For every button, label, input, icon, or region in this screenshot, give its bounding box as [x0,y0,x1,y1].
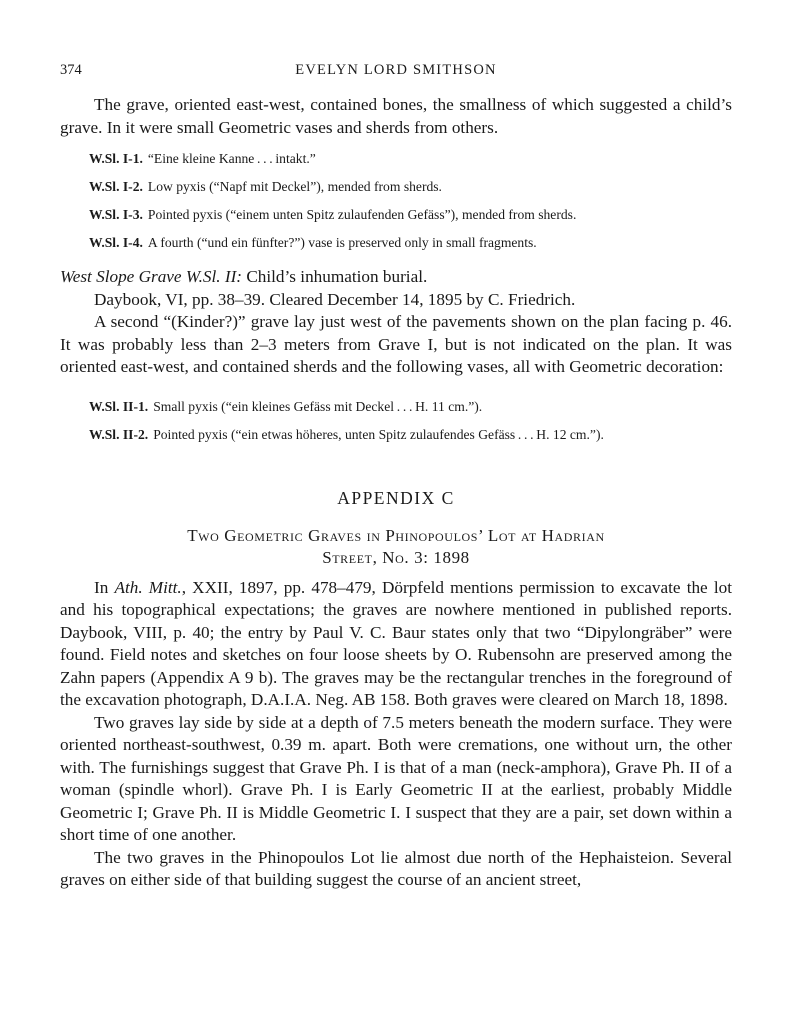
grave-two-daybook: Daybook, VI, pp. 38–39. Cleared December 14, 1895 by C. Friedrich. [94,289,576,309]
page-number: 374 [60,62,82,78]
grave-one-item-list [89,149,732,252]
list-item [89,177,732,196]
appendix-subtitle-line2: Street, No. 3: 1898 [322,547,470,567]
grave-two-paragraph: A second “(Kinder?)” grave lay just west of the pavements shown on the plan facing p. 46. It was probably less than 2–3 meters from Grave I, but is not indicated on the plan. It was oriented east-west, and contained sherds and the following vases, all with Geometric decoration: [60,312,732,376]
list-item [89,233,732,252]
appendix-subtitle [60,525,732,569]
appendix-paragraph-3: The two graves in the Phinopoulos Lot lie almost due north of the Hephaisteion. Several graves on either side of that building suggest the course of an ancient street, [60,847,732,889]
appendix-subtitle-line1: Two Geometric Graves in Phinopoulos’ Lot at Hadrian [187,525,605,545]
appendix-paragraph-2: Two graves lay side by side at a depth of 7.5 meters beneath the modern surface. They were oriented northeast-southwest, 0.39 m. apart. Both were cremations, one without urn, the other with. The furnishings suggest that Grave Ph. I is that of a man (neck-amphora), Grave Ph. II of a woman (spindle whorl). Grave Ph. I is Early Geometric II at the earliest, probably Middle Geometric I; Grave Ph. II is Middle Geometric I. I suspect that they are a pair, set down within a short time of one another. [60,712,732,844]
item-text: Small pyxis (“ein kleines Gefäss mit Deckel . . . H. 11 cm.”). [153,398,483,414]
grave-two-heading [60,266,732,289]
appendix-paragraph-1 [60,577,732,712]
running-header [60,62,732,82]
grave-two-heading-rest: Child’s inhumation burial. [242,267,428,286]
item-text: Pointed pyxis (“ein etwas höheres, unten Spitz zulaufendes Gefäss . . . H. 12 cm.”). [153,426,604,442]
appendix-title: APPENDIX C [337,487,455,508]
grave-two-heading-italic: West Slope Grave W.Sl. II: [60,267,243,286]
running-title: EVELYN LORD SMITHSON [295,62,497,78]
item-text: A fourth (“und ein fünfter?”) vase is preserved only in small fragments. [147,235,537,250]
item-code: W.Sl. I-4. [89,235,143,250]
item-code: W.Sl. I-2. [89,179,143,194]
item-code: W.Sl. II-1. [89,398,149,414]
grave-two-item-list [89,397,732,444]
item-code: W.Sl. II-2. [89,426,149,442]
p1-journal: Ath. Mitt. [114,577,182,597]
list-item [89,425,732,444]
item-text: “Eine kleine Kanne . . . intakt.” [147,151,316,166]
list-item [89,205,732,224]
intro-paragraph: The grave, oriented east-west, contained bones, the smallness of which suggested a child’s grave. In it were small Geometric vases and sherds from others. [60,95,732,137]
list-item [89,397,732,416]
item-text: Low pyxis (“Napf mit Deckel”), mended from sherds. [147,179,442,194]
item-text: Pointed pyxis (“einem unten Spitz zulaufenden Gefäss”), mended from sherds. [147,207,577,222]
item-code: W.Sl. I-3. [89,207,143,222]
item-code: W.Sl. I-1. [89,151,143,166]
p1-rest: , XXII, 1897, pp. 478–479, Dörpfeld mentions permission to excavate the lot and his topographical expectations; the graves are nowhere mentioned in published reports. Daybook, VIII, p. 40; the entry by Paul V. C. Baur states only that two “Dipylongräber” were found. Field notes and sketches on four loose sheets by O. Rubensohn are preserved among the Zahn papers (Appendix A 9 b). The graves may be the rectangular trenches in the foreground of the excavation photograph, D.A.I.A. Neg. AB 158. Both graves were cleared on March 18, 1898. [60,577,732,709]
list-item [89,149,732,168]
p1-prefix: In [94,577,115,597]
body-text [60,94,732,892]
